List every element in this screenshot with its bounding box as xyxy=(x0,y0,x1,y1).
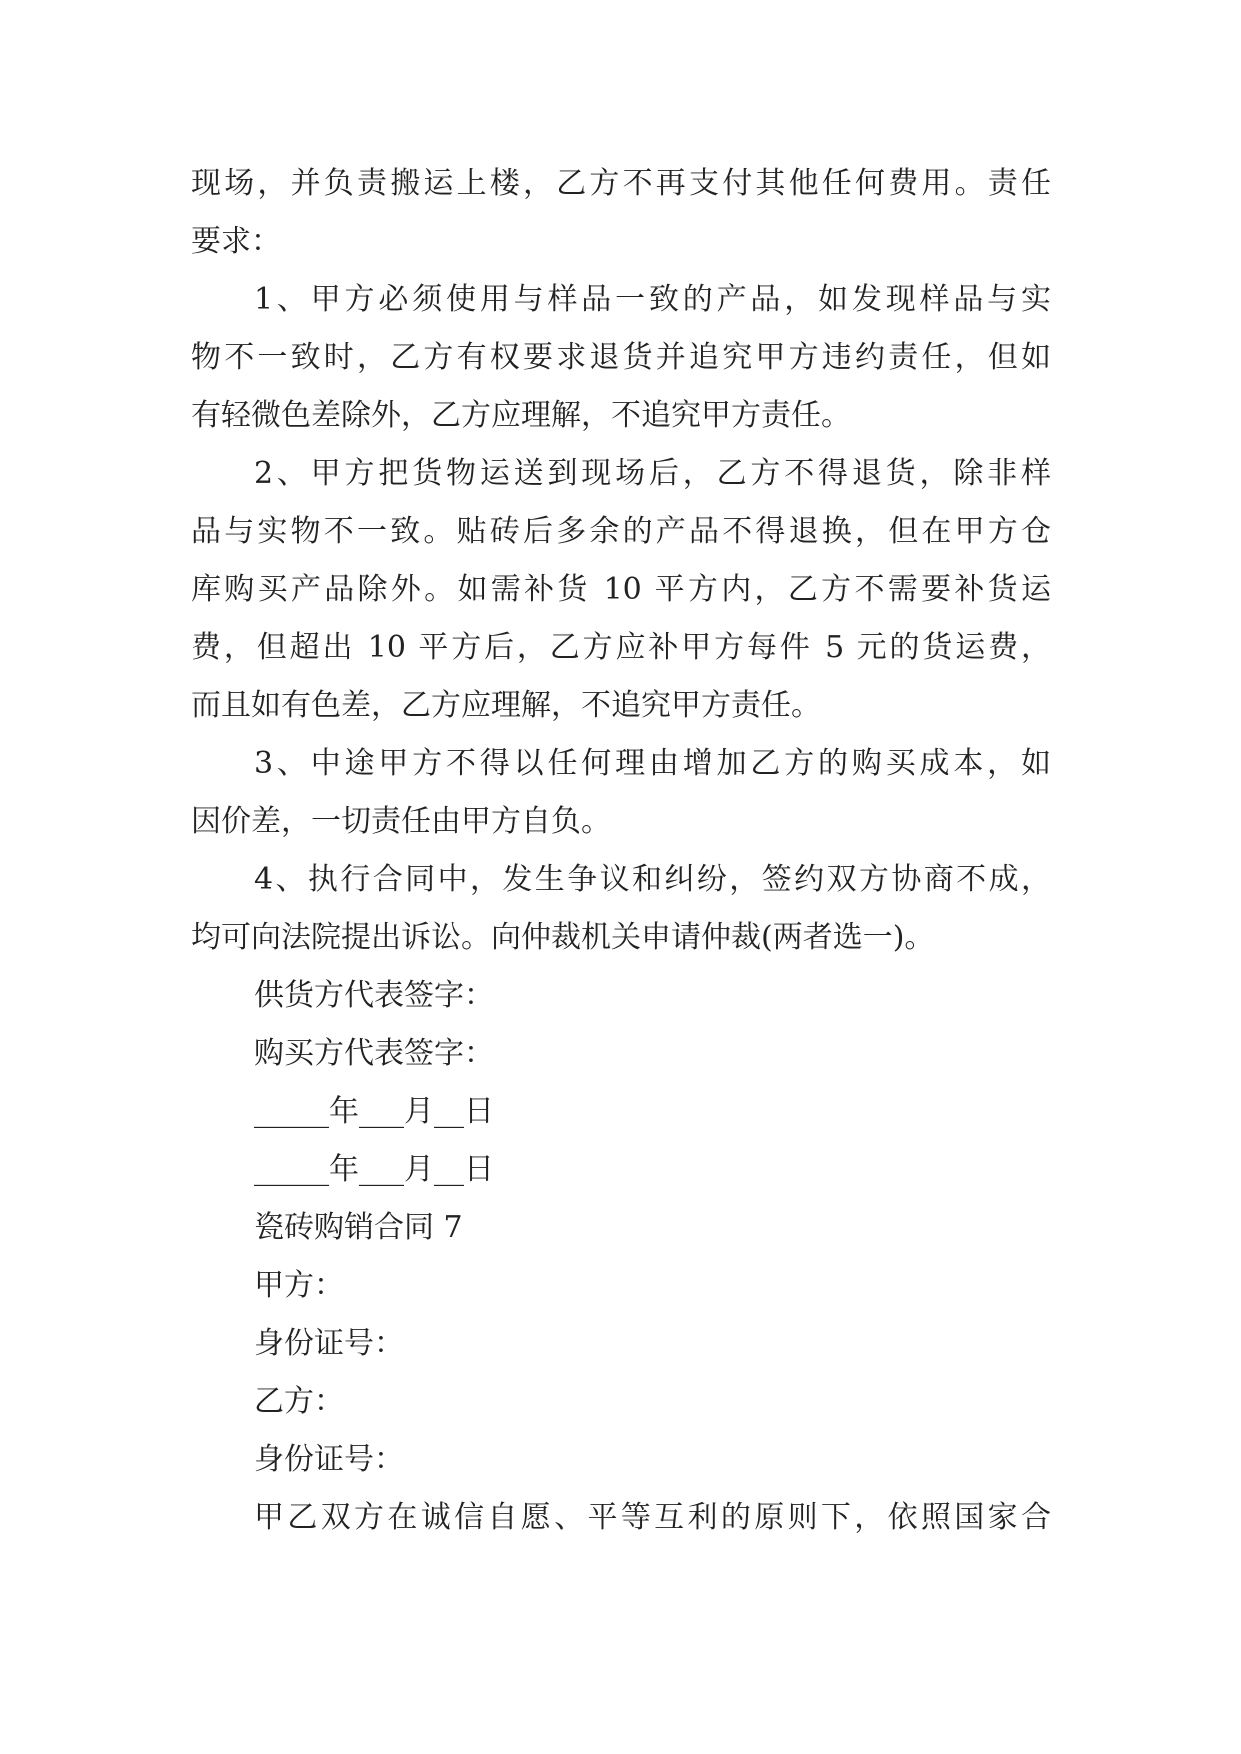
clause-2-line: 品与实物不一致。贴砖后多余的产品不得退换，但在甲方仓 xyxy=(191,514,1051,549)
clause-1-line: 物不一致时，乙方有权要求退货并追究甲方违约责任，但如 xyxy=(191,340,1051,375)
contract-title: 瓷砖购销合同 7 xyxy=(254,1210,463,1245)
supplier-signature-label: 供货方代表签字： xyxy=(254,978,494,1013)
buyer-signature-label: 购买方代表签字： xyxy=(254,1036,494,1071)
date-line: _____年___月__日 xyxy=(254,1094,494,1129)
party-b-label: 乙方： xyxy=(254,1384,344,1419)
clause-2-line: 费，但超出 10 平方后，乙方应补甲方每件 5 元的货运费， xyxy=(191,630,1051,665)
party-a-label: 甲方： xyxy=(254,1268,344,1303)
clause-2-line: 2、甲方把货物运送到现场后，乙方不得退货，除非样 xyxy=(254,456,1051,491)
clause-2-line: 而且如有色差，乙方应理解，不追究甲方责任。 xyxy=(191,688,821,723)
text-line: 现场，并负责搬运上楼，乙方不再支付其他任何费用。责任 xyxy=(191,166,1051,201)
clause-4-line: 4、执行合同中，发生争议和纠纷，签约双方协商不成， xyxy=(254,862,1051,897)
clause-3-line: 3、中途甲方不得以任何理由增加乙方的购买成本，如 xyxy=(254,746,1051,781)
clause-1-line: 1、甲方必须使用与样品一致的产品，如发现样品与实 xyxy=(254,282,1051,317)
text-line: 要求： xyxy=(191,224,281,259)
date-line: _____年___月__日 xyxy=(254,1152,494,1187)
clause-4-line: 均可向法院提出诉讼。向仲裁机关申请仲裁(两者选一)。 xyxy=(191,920,935,955)
id-number-label: 身份证号： xyxy=(254,1326,404,1361)
id-number-label: 身份证号： xyxy=(254,1442,404,1477)
clause-2-line: 库购买产品除外。如需补货 10 平方内，乙方不需要补货运 xyxy=(191,572,1051,607)
clause-3-line: 因价差，一切责任由甲方自负。 xyxy=(191,804,611,839)
preamble-line: 甲乙双方在诚信自愿、平等互利的原则下，依照国家合 xyxy=(254,1500,1051,1535)
clause-1-line: 有轻微色差除外，乙方应理解，不追究甲方责任。 xyxy=(191,398,851,433)
